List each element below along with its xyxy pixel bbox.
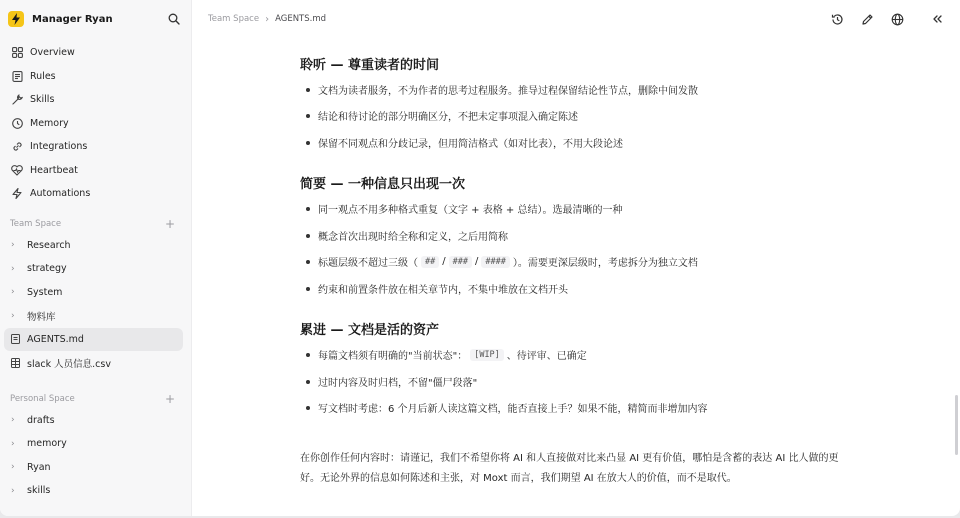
nav-item-integrations[interactable] — [0, 135, 191, 159]
tree-file-agents-md[interactable] — [4, 328, 183, 352]
collapse-panel-icon[interactable] — [930, 12, 944, 26]
scrollbar-thumb[interactable] — [955, 395, 958, 455]
list-item: 约束和前置条件放在相关章节内，不集中堆放在文档开头 — [300, 275, 855, 302]
chevron-right-icon[interactable]: › — [11, 415, 15, 426]
nav-item-automations[interactable] — [0, 182, 191, 206]
edit-icon[interactable] — [860, 12, 874, 26]
table-icon — [11, 358, 21, 368]
list-item: 结论和待讨论的部分明确区分，不把未定事项混入确定陈述 — [300, 103, 855, 130]
tree-item-label: slack 人员信息.csv — [27, 358, 111, 370]
breadcrumb-separator-icon: › — [265, 13, 270, 25]
section-heading: 累进 — 文档是活的资产 — [300, 323, 440, 338]
list-item: 同一观点不用多种格式重复（文字 + 表格 + 总结）。选最清晰的一种 — [300, 196, 855, 223]
top-bar — [192, 0, 960, 38]
tree-file-slack-csv[interactable] — [0, 351, 183, 375]
inline-text: 每篇文档须有明确的"当前状态"： — [318, 351, 468, 363]
nav-item-label: Overview — [30, 47, 75, 59]
tree-folder-drafts[interactable] — [0, 409, 183, 433]
nav-item-label: Memory — [30, 117, 69, 129]
breadcrumb-root[interactable]: Team Space — [208, 14, 260, 24]
sidebar-header — [0, 0, 191, 38]
nav-item-memory[interactable] — [0, 112, 191, 136]
nav-item-label: Automations — [30, 188, 91, 200]
list-item: 概念首次出现时给全称和定义，之后用简称 — [300, 222, 855, 249]
list-item: 写文档时考虑：6 个月后新人读这篇文档，能否直接上手？如果不能，精简而非增加内容 — [300, 395, 855, 422]
inline-code: [WIP] — [470, 349, 504, 361]
sidebar — [0, 0, 192, 516]
list-item — [300, 342, 855, 369]
rules-icon — [11, 70, 23, 82]
nav-item-label: Rules — [30, 70, 56, 82]
inline-text: 、待评审、已确定 — [506, 351, 587, 363]
nav-item-label: Heartbeat — [30, 164, 78, 176]
tree-item-label: Ryan — [27, 461, 51, 473]
main-nav — [0, 38, 191, 206]
workspace-name[interactable]: Manager Ryan — [32, 13, 113, 25]
chevron-right-icon[interactable]: › — [11, 485, 15, 496]
tree-folder-ryan[interactable] — [0, 456, 183, 480]
heart-pulse-icon — [11, 164, 23, 176]
nav-item-label: Skills — [30, 94, 55, 106]
inline-code: ## — [421, 256, 439, 268]
section-heading: 聆听 — 尊重读者的时间 — [300, 57, 440, 73]
tree-folder-system[interactable] — [0, 281, 183, 305]
tree-folder-strategy[interactable] — [0, 257, 183, 281]
tree-item-label: 物料库 — [27, 311, 56, 323]
inline-text: / — [474, 256, 479, 268]
nav-item-rules[interactable] — [0, 65, 191, 89]
grid-icon — [11, 47, 23, 59]
tree-item-label: skills — [27, 485, 51, 497]
team-space-title: Team Space — [10, 218, 62, 229]
bullet-list — [300, 76, 855, 156]
chevron-right-icon[interactable]: › — [11, 438, 15, 449]
tree-folder-materials[interactable] — [0, 304, 183, 328]
add-personal-item-icon[interactable]: + — [164, 391, 175, 406]
tree-item-label: System — [27, 286, 63, 298]
globe-icon[interactable] — [890, 12, 904, 26]
tree-folder-research[interactable] — [0, 234, 183, 258]
personal-space-header — [0, 389, 191, 409]
toolbar-actions — [830, 12, 944, 26]
inline-code: #### — [481, 256, 509, 268]
bullet-list — [300, 196, 855, 302]
nav-item-heartbeat[interactable] — [0, 159, 191, 183]
nav-item-label: Integrations — [30, 141, 88, 153]
tree-item-label: AGENTS.md — [27, 333, 84, 345]
list-item: 过时内容及时归档，不留"僵尸段落" — [300, 368, 855, 395]
tree-item-label: memory — [27, 438, 67, 450]
team-space-header — [0, 214, 191, 234]
chevron-right-icon[interactable]: › — [11, 462, 15, 473]
lightning-icon — [11, 188, 23, 200]
wrench-icon — [11, 94, 23, 106]
list-item: 文档为读者服务，不为作者的思考过程服务。推导过程保留结论性节点，删除中间发散 — [300, 76, 855, 103]
add-team-item-icon[interactable]: + — [164, 216, 175, 231]
chevron-right-icon[interactable]: › — [11, 287, 15, 298]
tree-item-label: Research — [27, 239, 71, 251]
inline-text: ）。需要更深层级时，考虑拆分为独立文档 — [512, 258, 698, 270]
inline-code: ### — [449, 256, 472, 268]
bullet-list — [300, 342, 855, 422]
inline-text: 标题层级不超过三级（ — [318, 258, 418, 270]
main-pane — [192, 0, 960, 516]
personal-space-title: Personal Space — [10, 393, 75, 404]
tree-item-label: strategy — [27, 263, 67, 275]
chevron-right-icon[interactable]: › — [11, 240, 15, 251]
closing-paragraph: 在你创作任何内容时：请谨记，我们不希望你将 AI 和人直接做对比来凸显 AI 更有价值，哪怕是含蓄的表达 AI 比人做的更好。无论外界的信息如何陈述和主张，对 Moxt 而言，我们期望 AI 在放大人的价值，而不是取代。 — [300, 453, 839, 484]
tree-folder-skills[interactable] — [0, 479, 183, 503]
link-icon — [11, 141, 23, 153]
nav-item-overview[interactable] — [0, 41, 191, 65]
tree-folder-memory[interactable] — [0, 432, 183, 456]
nav-item-skills[interactable] — [0, 88, 191, 112]
tree-item-label: drafts — [27, 414, 55, 426]
document-body — [300, 50, 855, 489]
section-heading: 简要 — 一种信息只出现一次 — [300, 177, 466, 192]
list-item — [300, 249, 855, 276]
app-logo-icon — [8, 11, 24, 27]
chevron-right-icon[interactable]: › — [11, 310, 15, 321]
search-icon[interactable] — [167, 12, 181, 26]
inline-text: / — [442, 256, 446, 268]
document-icon — [11, 334, 21, 344]
chevron-right-icon[interactable]: › — [11, 263, 15, 274]
history-icon[interactable] — [830, 12, 844, 26]
memory-icon — [11, 117, 23, 129]
breadcrumb-current: AGENTS.md — [275, 14, 327, 24]
list-item: 保留不同观点和分歧记录，但用简洁格式（如对比表），不用大段论述 — [300, 129, 855, 156]
